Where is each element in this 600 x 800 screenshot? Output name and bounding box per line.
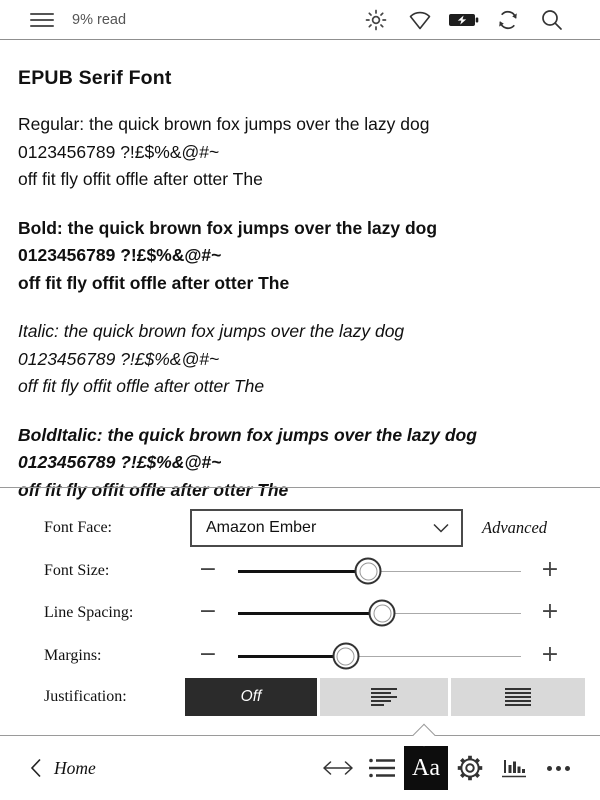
reading-stats-icon[interactable] (492, 746, 536, 790)
brightness-icon[interactable] (354, 0, 398, 40)
specimen-bold-italic (18, 422, 582, 505)
align-left-icon (371, 688, 397, 706)
line-spacing-row (0, 596, 600, 630)
decrease-icon[interactable]: − (198, 642, 218, 667)
panel-caret (413, 724, 436, 747)
justification-segments (185, 678, 585, 716)
margins-slider[interactable] (238, 639, 521, 673)
decrease-icon[interactable]: − (198, 557, 218, 582)
home-button[interactable] (0, 758, 96, 779)
justification-row (0, 678, 600, 716)
reading-progress: 9% read (72, 11, 127, 28)
bottom-toolbar (0, 735, 600, 800)
margins-row (0, 639, 600, 673)
specimen-line: BoldItalic: the quick brown fox jumps over the lazy dog (18, 424, 477, 445)
specimen-line: Italic: the quick brown fox jumps over the lazy dog (18, 321, 405, 341)
line-spacing-slider-thumb[interactable] (369, 600, 396, 627)
chevron-down-icon (433, 523, 449, 533)
specimen-line: 0123456789 ?!£$%&@#~ (18, 141, 220, 162)
gear-icon[interactable] (448, 746, 492, 790)
font-face-row (0, 509, 600, 547)
margins-slider-thumb[interactable] (332, 643, 359, 670)
page-title: EPUB Serif Font (18, 67, 172, 89)
specimen-line: off fit fly offit offle after otter The (18, 169, 263, 189)
specimen-line: 0123456789 ?!£$%&@#~ (18, 452, 222, 472)
justification-align-left-button[interactable] (320, 678, 448, 716)
specimen-line: 0123456789 ?!£$%&@#~ (18, 245, 222, 265)
specimen-line: 0123456789 ?!£$%&@#~ (18, 348, 220, 369)
font-settings-label: Aa (412, 754, 440, 781)
font-settings-icon[interactable] (404, 746, 448, 790)
font-face-label: Font Face: (44, 519, 112, 536)
justify-icon (505, 688, 531, 706)
font-face-value: Amazon Ember (206, 519, 317, 536)
top-status-bar (0, 0, 600, 40)
specimen-line: off fit fly offit offle after otter The (18, 272, 290, 293)
back-chevron-icon (30, 758, 42, 778)
font-size-slider-thumb[interactable] (355, 558, 382, 585)
search-icon[interactable] (530, 0, 574, 40)
resize-arrows-icon[interactable] (316, 746, 360, 790)
line-spacing-slider[interactable] (238, 596, 521, 630)
battery-charging-icon (442, 0, 486, 40)
wifi-icon[interactable] (398, 0, 442, 40)
increase-icon[interactable]: + (540, 642, 560, 667)
toc-list-icon[interactable] (360, 746, 404, 790)
specimen-italic (18, 318, 582, 401)
specimen-bold (18, 215, 582, 298)
specimen-line: off fit fly offit offle after otter The (18, 376, 265, 396)
decrease-icon[interactable]: − (198, 599, 218, 624)
home-label: Home (54, 757, 96, 778)
font-size-row (0, 554, 600, 588)
advanced-link[interactable]: Advanced (482, 518, 548, 537)
justification-off-button[interactable]: Off (185, 678, 317, 716)
more-icon[interactable] (536, 746, 580, 790)
justification-justify-button[interactable] (451, 678, 585, 716)
justification-label: Justification: (44, 688, 127, 705)
sync-icon[interactable] (486, 0, 530, 40)
specimen-line: off fit fly offit offle after otter The (18, 479, 289, 500)
book-content (0, 40, 600, 504)
specimen-line: Regular: the quick brown fox jumps over the lazy dog (18, 114, 430, 134)
font-size-label: Font Size: (44, 562, 110, 579)
font-size-slider[interactable] (238, 554, 521, 588)
font-face-dropdown[interactable] (190, 509, 463, 547)
panel-divider (0, 487, 600, 488)
increase-icon[interactable]: + (540, 557, 560, 582)
margins-label: Margins: (44, 647, 102, 664)
menu-icon[interactable] (30, 8, 54, 32)
line-spacing-label: Line Spacing: (44, 604, 134, 621)
increase-icon[interactable]: + (540, 599, 560, 624)
specimen-regular (18, 111, 582, 194)
specimen-line: Bold: the quick brown fox jumps over the lazy dog (18, 217, 438, 238)
